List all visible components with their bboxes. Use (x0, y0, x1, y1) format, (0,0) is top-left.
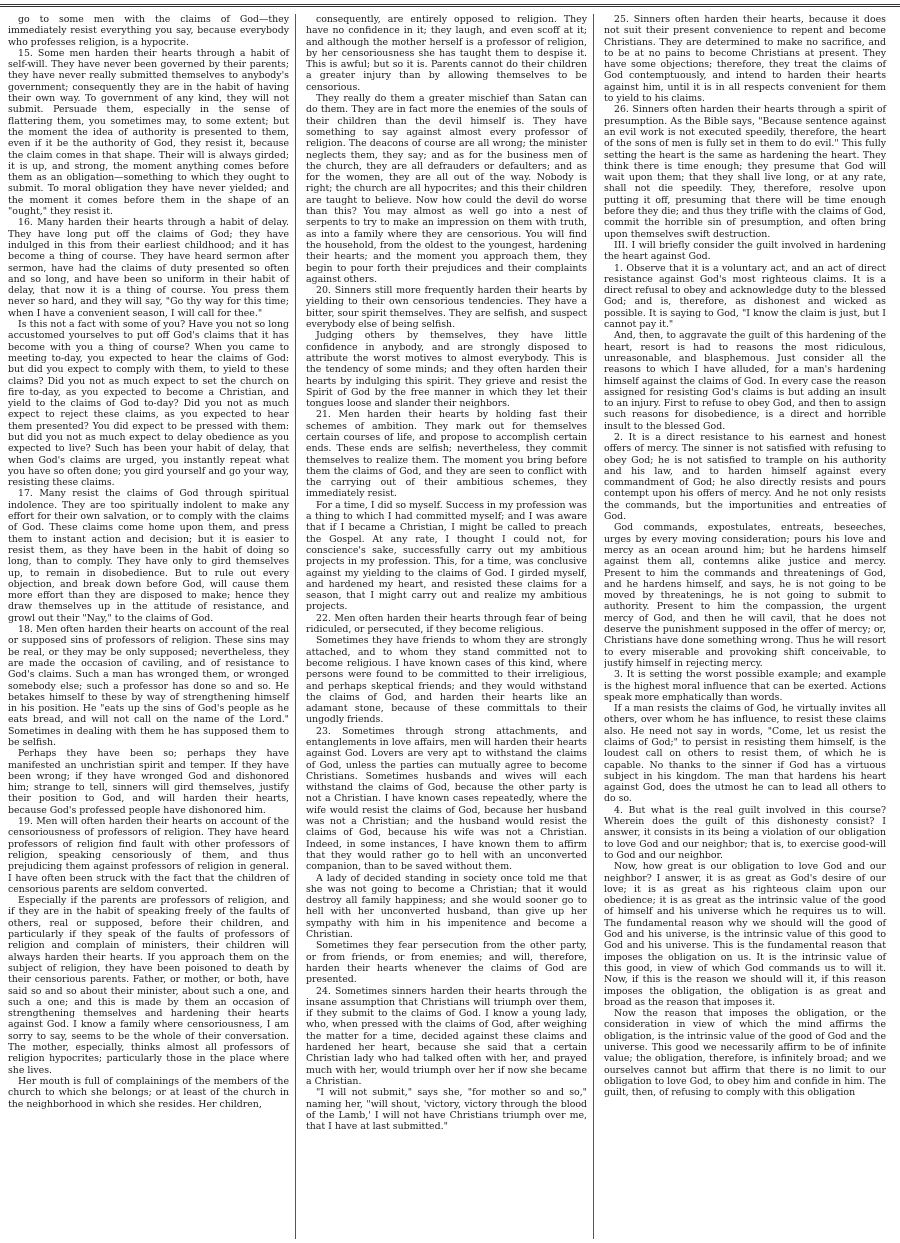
paragraph: 15. Some men harden their hearts through a habit of self-will. They have never been governed by their parents; they have never really submitted themselves to anybody's government; consequently they are in the habit of having their own way. To government of any kind, they will not submit. Persuade them, especially in the sense of flattering them, you sometimes may, to some extent; but the moment the idea of authority is presented to them, even if it be the authority of God, they resist it, because the claim comes in that shape. Their will is always girded; it is up, and strong, the moment anything comes before them as an obligation—something to which they ought to submit. To moral obligation they have never yielded; and the moment it comes before them in the shape of an "ought," they resist it. (8, 47, 289, 218)
paragraph: III. I will briefly consider the guilt involved in hardening the heart against God. (604, 239, 886, 263)
paragraph: Perhaps they have been so; perhaps they have manifested an unchristian spirit and temper. If they have been wrong; if they have wronged God and dishonored him; strange to tell, sinners will gird themselves, justify their position to God, and will harden their hearts, because God's professed people have dishonored him. (8, 748, 289, 816)
paragraph: 26. Sinners often harden their hearts through a spirit of presumption. As the Bible says, "Because sentence against an evil work is not executed speedily, therefore, the heart of the sons of men is fully set in them to do evil." This fully setting the heart is the same as hardening the heart. They think there is time enough; they presume that God will wait upon them; that they shall live long, or at any rate, shall not die speedily. They, therefore, resolve upon putting it off, presuming that there will be time enough before they die; and thus they trifle with the claims of God, commit the horrible sin of presumption, and often bring upon themselves swift destruction. (604, 104, 886, 240)
column-left (8, 14, 296, 1239)
paragraph: 2. It is a direct resistance to his earnest and honest offers of mercy. The sinner is not satisfied with refusing to obey God; he is not satisfied to trample on his authority and his law, and to harden himself against every commandment of God; he also directly resists and pours contempt upon his offers of mercy. And he not only resists the commands, but the importunities and entreaties of God. (604, 431, 886, 523)
paragraph: Now the reason that imposes the obligation, or the consideration in view of which the mind affirms the obligation, is the intrinsic value of the good of God and the universe. This good we necessarily affirm to be of infinite value; the obligation, therefore, is infinitely broad; and we ourselves cannot but affirm that there is no limit to our obligation to love God, to obey him and confide in him. The guilt, then, of refusing to comply with this obligation (604, 1008, 886, 1099)
paragraph: 20. Sinners still more frequently harden their hearts by yielding to their own censorious tendencies. They have a bitter, sour spirit themselves. They are selfish, and suspect everybody else of being selfish. (306, 285, 587, 331)
paragraph: God commands, expostulates, entreats, beseeches, urges by every moving consideration; pours his love and mercy as an ocean around him; but he hardens himself against them all, contemns alike justice and mercy. Present to him the commands and threatenings of God, and he hardens himself, and says, he is not going to be moved by threatenings, he is not going to submit to authority. Present to him the compassion, the urgent mercy of God, and then he will cavil, that he does not deserve the punishment supposed in the offer of mercy; or, Christians have done something wrong. Thus he will resort to every miserable and provoking shift conceivable, to justify himself in rejecting mercy. (604, 522, 886, 669)
paragraph: Is this not a fact with some of you? Have you not so long accustomed yourselves to put off God's claims that it has become with you a thing of course? When you came to meeting to-day, you expected to hear the claims of God: but did you expect to comply with them, to yield to these claims? Did you not as much expect to set the church on fire to-day, as you expected to become a Christian, and yield to the claims of God to-day? Did you not as much expect to reject these claims, as you expected to hear them presented? You did expect to be pressed with them: but did you not as much expect to delay obedience as you expected to live? Such has been your habit of delay, that when God's claims are urged, you instantly repeat what you have so often done; you gird yourself and go your way, resisting these claims. (8, 319, 289, 489)
paragraph: And, then, to aggravate the guilt of this hardening of the heart, resort is had to reasons the most ridiculous, unreasonable, and blasphemous. Just consider all the reasons to which I have alluded, for a man's hardening himself against the claims of God. In every case the reason assigned for resisting God's claims is but adding an insult to an injury. First to refuse to obey God, and then to assign such reasons for disobedience, is a direct and horrible insult to the blessed God. (604, 330, 886, 432)
paragraph: 21. Men harden their hearts by holding fast their schemes of ambition. They mark out for themselves certain courses of life, and propose to accomplish certain ends. These ends are selfish; nevertheless, they commit themselves to realize them. The moment you bring before them the claims of God, and they are seen to conflict with the carrying out of their ambitious schemes, they immediately resist. (306, 409, 587, 500)
column-right (604, 14, 892, 1239)
paragraph: Judging others by themselves, they have little confidence in anybody, and are strongly disposed to attribute the worst motives to almost everybody. This is the tendency of some minds; and they often harden their hearts by indulging this spirit. They grieve and resist the Spirit of God by the free manner in which they let their tongues loose and slander their neighbors. (306, 330, 587, 410)
paragraph: Now, how great is our obligation to love God and our neighbor? I answer, it is as great as God's desire of our love; it is as great as his righteous claim upon our obedience; it is as great as the intrinsic value of the good of himself and his universe which he requires us to will. The fundamental reason why we should will the good of God and his universe, is the intrinsic value of this good to God and his universe. This is the fundamental reason that imposes the obligation on us. It is the intrinsic value of this good, in view of which God commands us to will it. Now, if this is the reason we should will it, if this reason imposes the obligation, the obligation is as great and broad as the reason that imposes it. (604, 861, 886, 1008)
paragraph: A lady of decided standing in society once told me that she was not going to become a Christian; that it would destroy all family happiness; and she would sooner go to hell with her unconverted husband, than give up her sympathy with him in his impenitence and become a Christian. (306, 872, 587, 941)
paragraph: "I will not submit," says she, "for mother so and so," naming her, "will shout, 'victory, victory through the blood of the Lamb,' I will not have Christians triumph over me, that I have at last submitted." (306, 1087, 587, 1133)
paragraph: 1. Observe that it is a voluntary act, and an act of direct resistance against God's most righteous claims. It is a direct refusal to obey and acknowledge duty to the blessed God; and is, therefore, as dishonest and wicked as possible. It is saying to God, "I know the claim is just, but I cannot pay it." (604, 262, 886, 331)
paragraph: Sometimes they have friends to whom they are strongly attached, and to whom they stand committed not to become religious. I have known cases of this kind, where persons were found to be committed to their irreligious, and perhaps skeptical friends; and they would withstand the claims of God, and harden their hearts like an adamant stone, because of these committals to their ungodly friends. (306, 635, 587, 726)
paragraph: 23. Sometimes through strong attachments, and entanglements in love affairs, men will harden their hearts against God. Lovers are very apt to withstand the claims of God, unless the parties can mutually agree to become Christians. Sometimes husbands and wives will each withstand the claims of God, because the other party is not a Christian. I have known cases repeatedly, where the wife would resist the claims of God, because her husband was not a Christian; and the husband would resist the claims of God, because his wife was not a Christian. Indeed, in some instances, I have known them to affirm that they would rather go to hell with an unconverted companion, than to be saved without them. (306, 725, 587, 873)
paragraph: For a time, I did so myself. Success in my profession was a thing to which I had committed myself; and I was aware that if I became a Christian, I might be called to preach the Gospel. At any rate, I thought I could not, for conscience's sake, successfully carry out my ambitious projects in my profession. This, for a time, was conclusive against my yielding to the claims of God. I girded myself, and hardened my heart, and resisted these claims for a season, that I might carry out and realize my ambitious projects. (306, 499, 587, 613)
column-middle (306, 14, 594, 1239)
top-rule (0, 4, 900, 7)
paragraph: 25. Sinners often harden their hearts, because it does not suit their present convenience to repent and become Christians. They are determined to make no sacrifice, and to be at no pains to become Christians at present. They have some objections; therefore, they treat the claims of God contemptuously, and intend to harden their hearts against him, until it is in all respects convenient for them to yield to his claims. (604, 14, 886, 105)
paragraph: 19. Men will often harden their hearts on account of the censoriousness of professors of religion. They have heard professors of religion find fault with other professors of religion, speaking censoriously of them, and thus prejudicing them against professors of religion in general. I have often been struck with the fact that the children of censorious parents are seldom converted. (8, 816, 289, 895)
paragraph: 24. Sometimes sinners harden their hearts through the insane assumption that Christians will triumph over them, if they submit to the claims of God. I know a young lady, who, when pressed with the claims of God, after weighing the matter for a time, decided against these claims and hardened her heart, because she said that a certain Christian lady who had talked often with her, and prayed much with her, would triumph over her if now she became a Christian. (306, 985, 587, 1087)
paragraph: 22. Men often harden their hearts through fear of being ridiculed, or persecuted, if they become religious. (306, 612, 587, 636)
paragraph: Especially if the parents are professors of religion, and if they are in the habit of speaking freely of the faults of others, real or supposed, before their children, and particularly if they speak of the faults of professors of religion and complain of ministers, their children will always harden their hearts. If you approach them on the subject of religion, they have been poisoned to death by their censorious parents. Father, or mother, or both, have said so and so about their minister, about such a one, and such a one; and this is made by them an occasion of strengthening themselves and hardening their hearts against God. I know a family where censoriousness, I am sorry to say, seems to be the whole of their conversation. The mother, especially, thinks almost all professors of religion hypocrites; particularly those in the place where she lives. (8, 895, 289, 1076)
paragraph: 17. Many resist the claims of God through spiritual indolence. They are too spiritually indolent to make any effort for their own salvation, or to comply with the claims of God. These claims come home upon them, and press them to instant action and decision; but it is easier to resist them, as they have been in the habit of doing so long, than to comply. They have only to gird themselves up, to remain in disobedience. But to rule out every objection, and break down before God, will cause them more effort than they are disposed to make; hence they draw themselves up in the attitude of resistance, and growl out their "Nay," to the claims of God. (8, 488, 289, 624)
paragraph: consequently, are entirely opposed to religion. They have no confidence in it; they laugh, and even scoff at it; and although the mother herself is a professor of religion, by her censoriousness she has taught them to despise it. This is awful; but so it is. Parents cannot do their children a greater injury than by allowing themselves to be censorious. (306, 14, 587, 93)
paragraph: If a man resists the claims of God, he virtually invites all others, over whom he has influence, to resist these claims also. He need not say in words, "Come, let us resist the claims of God;" to persist in resisting them himself, is the loudest call on others to resist them, of which he is capable. No thanks to the sinner if God has a virtuous subject in his kingdom. The man that hardens his heart against God, does the utmost he can to lead all others to do so. (604, 703, 886, 805)
paragraph: They really do them a greater mischief than Satan can do them. They are in fact more the enemies of the souls of their children than the devil himself is. They have something to say against almost every professor of religion. The deacons of course are all wrong; the minister neglects them, they say; and as for the business men of the church, they are all defrauders or defaulters; and as for the women, they are all out of the way. Nobody is right; the church are all hypocrites; and this their children are taught to believe. Now how could the devil do worse than this? You may almost as well go into a nest of serpents to try to make an impression on them with truth, as into a family where they are censorious. You will find the household, from the oldest to the youngest, hardening their hearts; and the moment you approach them, they begin to pour forth their prejudices and their complaints against others. (306, 93, 587, 285)
paragraph: 3. It is setting the worst possible example; and example is the highest moral influence that can be exerted. Actions speak more emphatically than words. (604, 669, 886, 703)
paragraph: Her mouth is full of complainings of the members of the church to which she belongs; or at least of the church in the neighborhood in which she resides. Her children, (8, 1075, 289, 1110)
columns (8, 14, 892, 1239)
paragraph: 4. But what is the real guilt involved in this course? Wherein does the guilt of this dishonesty consist? I answer, it consists in its being a violation of our obligation to love God and our neighbor; that is, to exercise good-will to God and our neighbor. (604, 804, 886, 861)
paragraph: 18. Men often harden their hearts on account of the real or supposed sins of professors of religion. These sins may be real, or they may be only supposed; nevertheless, they are made the occasion of caviling, and of resistance to God's claims. Such a man has wronged them, or wronged somebody else; such a professor has done so and so. He betakes himself to these by way of strengthening himself in his position. He "eats up the sins of God's people as he eats bread, and will not call on the name of the Lord." Sometimes in dealing with them he has supposed them to be selfish. (8, 624, 289, 748)
paragraph: 16. Many harden their hearts through a habit of delay. They have long put off the claims of God; they have indulged in this from their earliest childhood; and it has become a thing of course. They have heard sermon after sermon, have had the claims of duty presented so often and so long, and have been so uniform in their habit of delay, that now it is a thing of course. You press them never so hard, and they will say, "Go thy way for this time; when I have a convenient season, I will call for thee." (8, 217, 289, 319)
paragraph: go to some men with the claims of God—they immediately resist everything you say, because everybody who professes religion, is a hypocrite. (8, 14, 289, 48)
paragraph: Sometimes they fear persecution from the other party, or from friends, or from enemies; and will, therefore, harden their hearts whenever the claims of God are presented. (306, 940, 587, 986)
